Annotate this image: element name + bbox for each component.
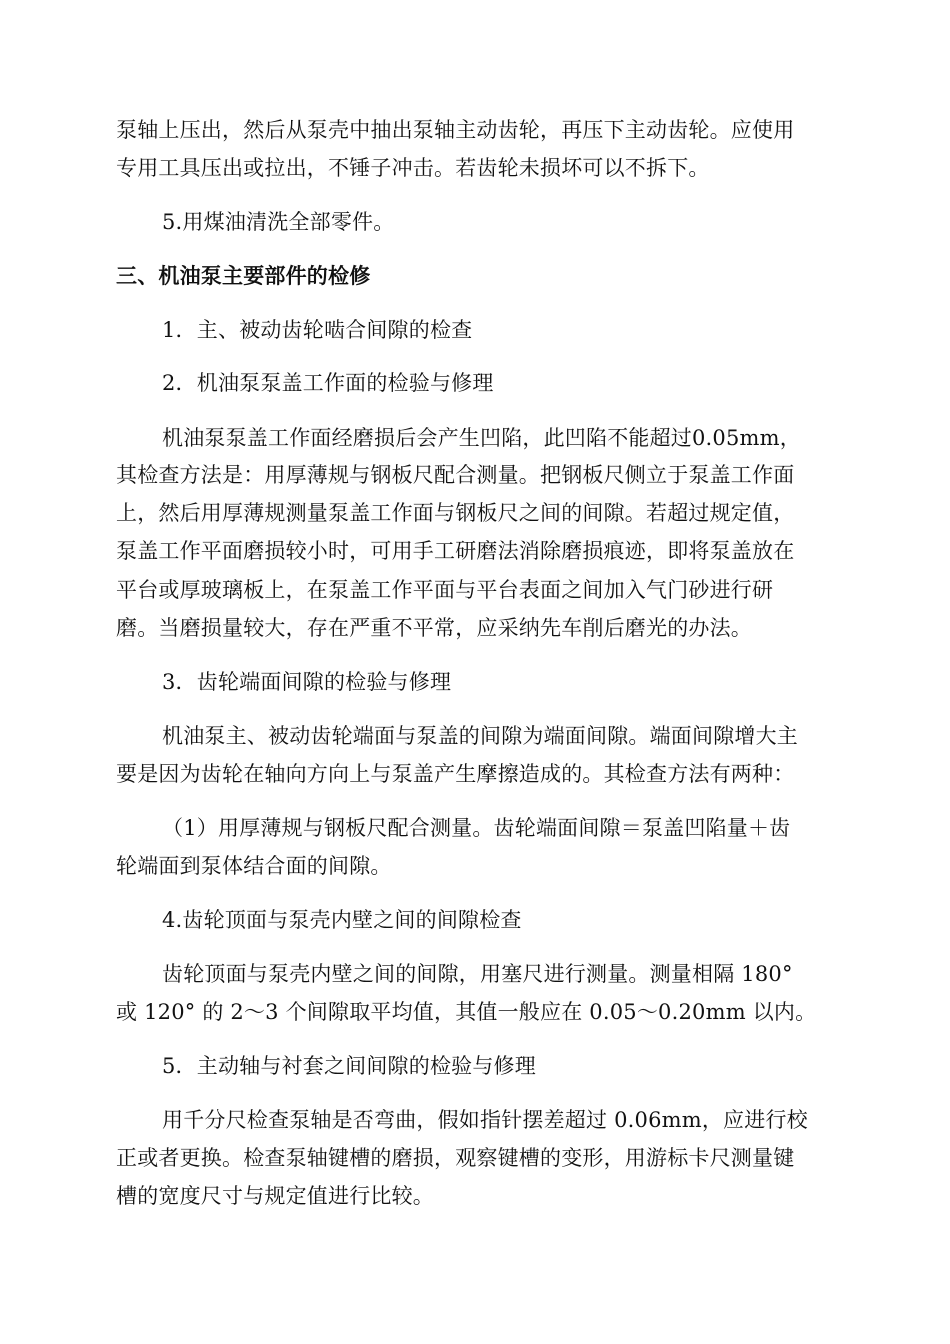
text-line: 要是因为齿轮在轴向方向上与泵盖产生摩擦造成的。其检查方法有两种：: [116, 762, 795, 786]
text-line: 上，然后用厚薄规测量泵盖工作面与钢板尺之间的间隙。若超过规定值，: [116, 501, 795, 525]
text-line: 机油泵泵盖工作面经磨损后会产生凹陷，此凹陷不能超过0.05mm，: [162, 426, 801, 450]
subsection-title: 5．主动轴与衬套之间间隙的检验与修理: [162, 1054, 536, 1078]
text-line: 5.用煤油清洗全部零件。: [162, 210, 395, 234]
text-line: 齿轮顶面与泵壳内壁之间的间隙，用塞尺进行测量。测量相隔 180°: [162, 962, 793, 986]
text-line: 或 120° 的 2～3 个间隙取平均值，其值一般应在 0.05～0.20mm 以内。: [116, 1000, 817, 1024]
text-line: 泵轴上压出，然后从泵壳中抽出泵轴主动齿轮，再压下主动齿轮。应使用: [116, 118, 795, 142]
subsection-title: 1．主、被动齿轮啮合间隙的检查: [162, 318, 473, 342]
text-line: 槽的宽度尺寸与规定值进行比较。: [116, 1184, 434, 1208]
text-line: 专用工具压出或拉出，不锤子冲击。若齿轮未损坏可以不拆下。: [116, 156, 710, 180]
text-line: 正或者更换。检查泵轴键槽的磨损，观察键槽的变形，用游标卡尺测量键: [116, 1146, 795, 1170]
text-line: 磨。当磨损量较大，存在严重不平常，应采纳先车削后磨光的办法。: [116, 616, 752, 640]
subsection-title: 4.齿轮顶面与泵壳内壁之间的间隙检查: [162, 908, 522, 932]
text-line: 其检查方法是：用厚薄规与钢板尺配合测量。把钢板尺侧立于泵盖工作面: [116, 463, 795, 487]
text-line: （1）用厚薄规与钢板尺配合测量。齿轮端面间隙＝泵盖凹陷量＋齿: [162, 816, 791, 840]
text-line: 用千分尺检查泵轴是否弯曲，假如指针摆差超过 0.06mm，应进行校: [162, 1108, 808, 1132]
text-line: 泵盖工作平面磨损较小时，可用手工研磨法消除磨损痕迹，即将泵盖放在: [116, 539, 795, 563]
subsection-title: 2．机油泵泵盖工作面的检验与修理: [162, 371, 494, 395]
subsection-title: 3．齿轮端面间隙的检验与修理: [162, 670, 452, 694]
text-line: 平台或厚玻璃板上，在泵盖工作平面与平台表面之间加入气门砂进行研: [116, 578, 774, 602]
section-heading: 三、机油泵主要部件的检修: [116, 264, 371, 288]
text-line: 轮端面到泵体结合面的间隙。: [116, 854, 392, 878]
text-line: 机油泵主、被动齿轮端面与泵盖的间隙为端面间隙。端面间隙增大主: [162, 724, 798, 748]
